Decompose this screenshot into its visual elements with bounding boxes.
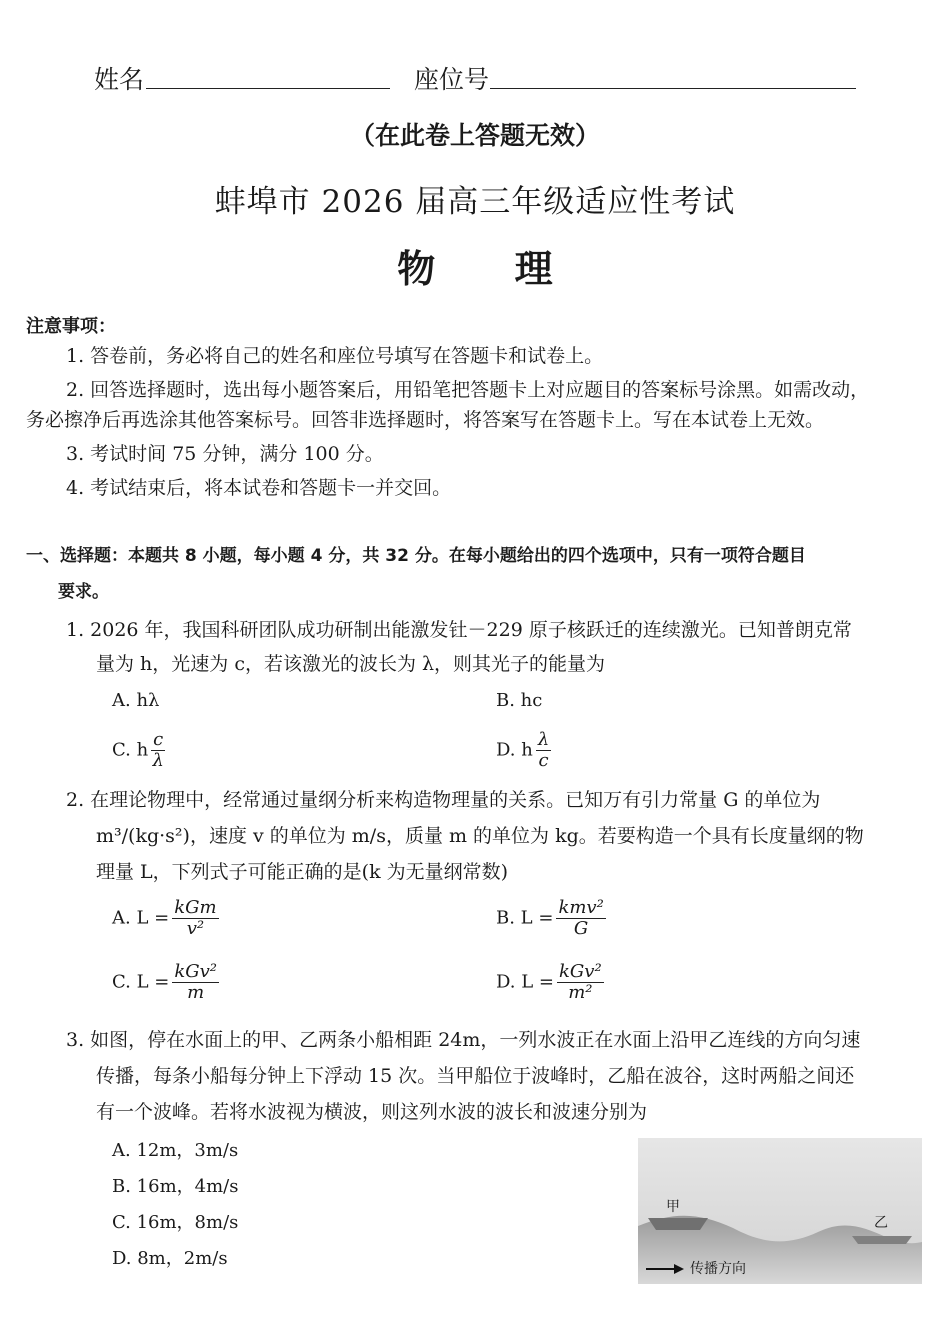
direction-label: 传播方向 xyxy=(690,1261,746,1277)
q1-option-a: A. hλ xyxy=(112,690,160,711)
q3-option-c: C. 16m，8m/s xyxy=(112,1212,239,1233)
q1-option-d: D. h $\frac{\lambda}{c}$ xyxy=(496,729,550,771)
notice-text: （在此卷上答题无效） xyxy=(349,121,600,150)
wave-illustration xyxy=(638,1138,922,1284)
question-2-text: 理量 L，下列式子可能正确的是(k 为无量纲常数) xyxy=(96,861,509,883)
q3-option-a: A. 12m，3m/s xyxy=(112,1140,239,1161)
section-heading: 一、选择题：本题共 8 小题，每小题 4 分，共 32 分。在每小题给出的四个选项中，只有一项符合题目 xyxy=(26,546,806,566)
boat-a-icon xyxy=(648,1218,708,1230)
q3-option-d: D. 8m，2m/s xyxy=(112,1248,228,1269)
exam-title: 蚌埠市 2026 届高三年级适应性考试 xyxy=(214,184,736,220)
question-2-text: m³/(kg·s²)，速度 v 的单位为 m/s，质量 m 的单位为 kg。若要构造一个具有长度量纲的物 xyxy=(96,825,864,847)
question-1-text: 量为 h，光速为 c，若该激光的波长为 λ，则其光子的能量为 xyxy=(96,653,606,675)
instruction-item: 4. 考试结束后，将本试卷和答题卡一并交回。 xyxy=(66,477,452,499)
question-3-text: 3. 如图，停在水面上的甲、乙两条小船相距 24m，一列水波正在水面上沿甲乙连线的方向匀速 xyxy=(66,1029,861,1051)
wave-figure xyxy=(638,1138,922,1284)
name-underline xyxy=(146,88,390,89)
question-2-text: 2. 在理论物理中，经常通过量纲分析来构造物理量的关系。已知万有引力常量 G 的单位为 xyxy=(66,789,821,811)
q1-option-c: C. h $\frac{c}{\lambda}$ xyxy=(112,729,164,771)
question-3-text: 有一个波峰。若将水波视为横波，则这列水波的波长和波速分别为 xyxy=(96,1101,648,1123)
name-label: 姓名 xyxy=(94,65,145,94)
q3-option-b: B. 16m，4m/s xyxy=(112,1176,239,1197)
instructions-heading: 注意事项： xyxy=(26,316,116,337)
section-heading-cont: 要求。 xyxy=(58,582,109,602)
question-1-text: 1. 2026 年，我国科研团队成功研制出能激发钍－229 原子核跃迁的连续激光。已知普朗克常 xyxy=(66,619,852,641)
q2-option-a: A. L = $\frac{\text{kGm}}{\text{v²}}$ xyxy=(112,897,217,939)
boat-a-label: 甲 xyxy=(666,1199,680,1215)
q1-option-b: B. hc xyxy=(496,690,543,711)
instruction-item: 2. 回答选择题时，选出每小题答案后，用铅笔把答题卡上对应题目的答案标号涂黑。如需改动， xyxy=(66,379,870,401)
seat-label: 座位号 xyxy=(414,65,490,94)
q2-option-d: D. L = $\frac{\text{kGv²}}{\text{m²}}$ xyxy=(496,961,602,1003)
q2-option-c: C. L = $\frac{\text{kGv²}}{m}$ xyxy=(112,961,218,1003)
instruction-item: 务必擦净后再选涂其他答案标号。回答非选择题时，将答案写在答题卡上。写在本试卷上无效。 xyxy=(26,409,825,431)
instruction-item: 3. 考试时间 75 分钟，满分 100 分。 xyxy=(66,443,384,465)
question-3-text: 传播，每条小船每分钟上下浮动 15 次。当甲船位于波峰时，乙船在波谷，这时两船之间还 xyxy=(96,1065,855,1087)
subject-title: 物 理 xyxy=(397,247,553,291)
boat-b-icon xyxy=(852,1236,912,1244)
boat-b-label: 乙 xyxy=(874,1215,888,1231)
q2-option-b: B. L = $\frac{\text{kmv²}}{G}$ xyxy=(496,897,604,939)
instruction-item: 1. 答卷前，务必将自己的姓名和座位号填写在答题卡和试卷上。 xyxy=(66,345,604,367)
seat-underline xyxy=(490,88,856,89)
